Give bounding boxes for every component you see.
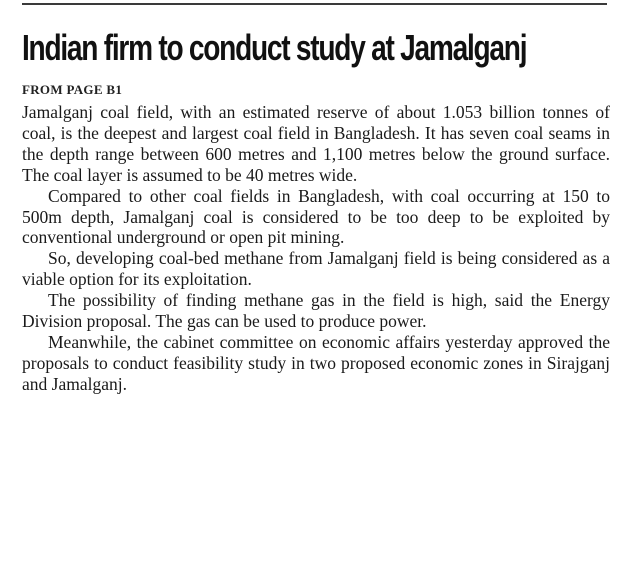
paragraph-5: Meanwhile, the cabinet committee on economic affairs yesterday approved the proposals to conduct feasibility study in two proposed economic zones in Sirajganj and Jamalganj. bbox=[22, 331, 610, 394]
article-headline: Indian firm to conduct study at Jamalganj bbox=[22, 27, 527, 68]
top-rule bbox=[22, 3, 607, 5]
paragraph-1: Jamalganj coal field, with an estimated reserve of about 1.053 billion tonnes of coal, is the deepest and largest coal field in Bangladesh. It has seven coal seams in the depth range between 600 metres and 1,100 metres below the ground surface. The coal layer is assumed to be 40 metres wide. bbox=[22, 102, 610, 185]
jump-line: FROM PAGE B1 bbox=[22, 82, 123, 97]
news-article bbox=[22, 26, 610, 395]
paragraph-3: So, developing coal-bed methane from Jamalganj field is being considered as a viable option for its exploitation. bbox=[22, 248, 610, 290]
article-body bbox=[22, 102, 610, 395]
paragraph-2: Compared to other coal fields in Bangladesh, with coal occurring at 150 to 500m depth, Jamalganj coal is considered to be too deep to be exploited by conventional underground or open pit mining. bbox=[22, 185, 610, 248]
paragraph-4: The possibility of finding methane gas in the field is high, said the Energy Division proposal. The gas can be used to produce power. bbox=[22, 290, 610, 332]
